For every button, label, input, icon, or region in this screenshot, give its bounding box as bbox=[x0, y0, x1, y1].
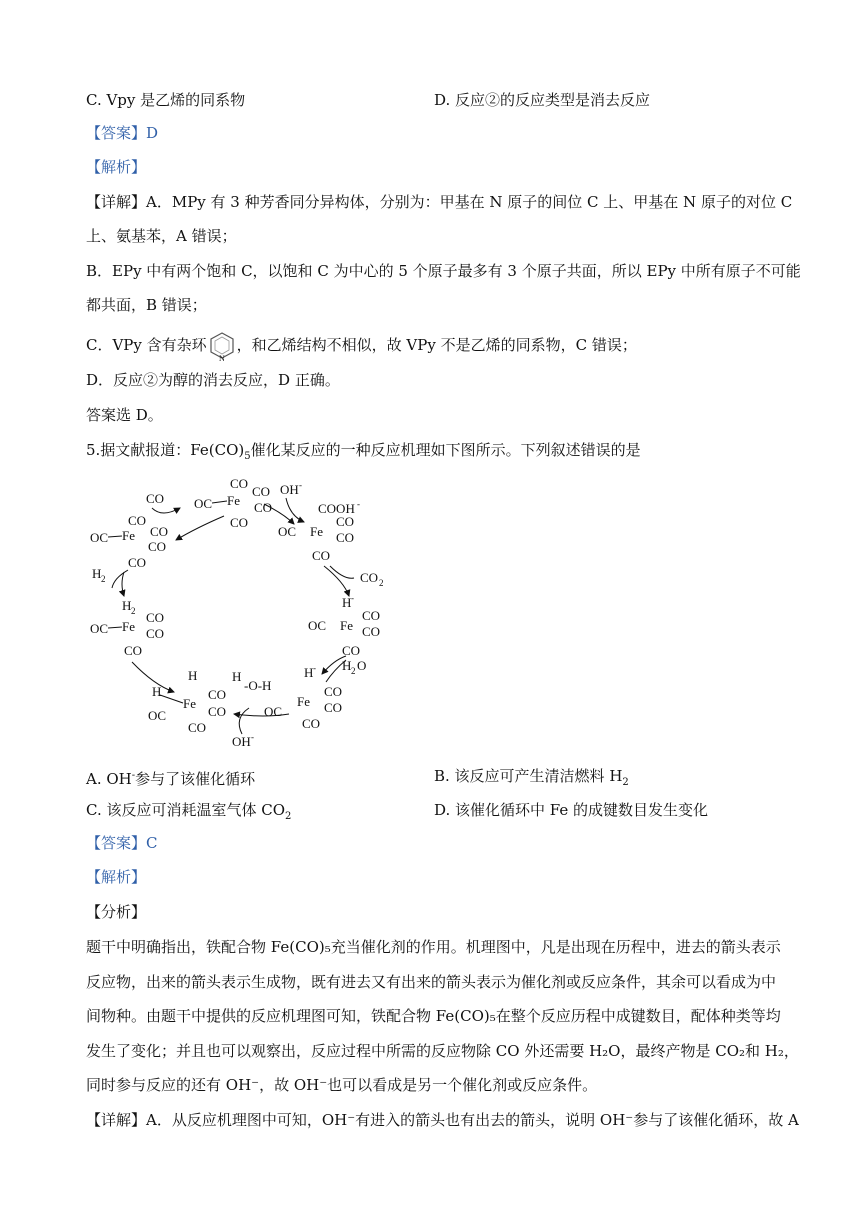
q5-stem bbox=[86, 440, 641, 467]
svg-text:H: H bbox=[188, 668, 198, 683]
q4-detail-c-post: ，和乙烯结构不相似，故 VPy 不是乙烯的同系物，C 错误； bbox=[236, 336, 637, 354]
q5-option-a-pre: A. OH bbox=[86, 770, 132, 788]
svg-text:H: H bbox=[342, 658, 352, 673]
svg-text:N: N bbox=[218, 354, 225, 362]
q5-option-d: D. 该催化循环中 Fe 的成键数目发生变化 bbox=[434, 801, 709, 819]
q4-option-c: C. Vpy 是乙烯的同系物 bbox=[86, 91, 246, 109]
svg-text:OC: OC bbox=[278, 524, 297, 539]
svg-text:H: H bbox=[122, 598, 132, 613]
q4-detail-a-2: 上、氨基苯，A 错误； bbox=[86, 227, 237, 245]
q5-option-b-sub: 2 bbox=[622, 777, 629, 788]
q5-stem-sub: 5 bbox=[244, 451, 251, 462]
svg-text:CO: CO bbox=[148, 539, 167, 554]
svg-text:Fe: Fe bbox=[122, 528, 135, 543]
reaction-mechanism-diagram bbox=[84, 470, 404, 760]
q4-detail-b-2: 都共面，B 错误； bbox=[86, 296, 207, 314]
svg-text:Fe: Fe bbox=[227, 493, 240, 508]
svg-text:OC: OC bbox=[148, 708, 167, 723]
svg-text:CO: CO bbox=[150, 524, 169, 539]
svg-text:2: 2 bbox=[379, 578, 384, 588]
svg-text:OH: OH bbox=[280, 482, 299, 497]
answer-tag: 【答案】D bbox=[86, 124, 159, 142]
svg-text:OC: OC bbox=[90, 530, 109, 545]
q4-option-d: D. 反应②的反应类型是消去反应 bbox=[434, 91, 651, 109]
svg-text:CO: CO bbox=[230, 476, 249, 491]
svg-text:Fe: Fe bbox=[122, 619, 135, 634]
svg-text:-O-H: -O-H bbox=[244, 678, 272, 693]
svg-text:OH: OH bbox=[232, 734, 251, 749]
svg-text:-: - bbox=[357, 499, 360, 509]
svg-text:O: O bbox=[357, 658, 367, 673]
svg-text:-: - bbox=[299, 480, 302, 490]
q5-paragraph-4: 发生了变化；并且也可以观察出，反应过程中所需的反应物除 CO 外还需要 H₂O，最终产物是 CO₂和 H₂， bbox=[86, 1042, 799, 1060]
pyridine-ring-icon bbox=[207, 330, 237, 362]
svg-text:CO: CO bbox=[146, 610, 165, 625]
svg-text:2: 2 bbox=[351, 666, 356, 676]
q5-paragraph-1: 题干中明确指出，铁配合物 Fe(CO)₅充当催化剂的作用。机理图中，凡是出现在历程中，进去的箭头表示 bbox=[86, 938, 781, 956]
svg-text:CO: CO bbox=[128, 513, 147, 528]
svg-text:CO: CO bbox=[362, 624, 381, 639]
svg-text:OC: OC bbox=[308, 618, 327, 633]
q5-stem-post: 催化某反应的一种反应机理如下图所示。下列叙述错误的是 bbox=[250, 441, 641, 459]
q4-detail-d: D．反应②为醇的消去反应，D 正确。 bbox=[86, 371, 340, 389]
svg-text:CO: CO bbox=[146, 626, 165, 641]
svg-text:OC: OC bbox=[264, 704, 283, 719]
svg-text:CO: CO bbox=[146, 491, 165, 506]
svg-text:CO: CO bbox=[188, 720, 207, 735]
svg-text:CO: CO bbox=[254, 500, 273, 515]
svg-text:-: - bbox=[351, 593, 354, 603]
svg-text:2: 2 bbox=[101, 574, 106, 584]
svg-text:-: - bbox=[313, 663, 316, 673]
svg-text:CO: CO bbox=[252, 484, 271, 499]
q5-option-a-post: 参与了该催化循环 bbox=[135, 770, 256, 788]
svg-text:OC: OC bbox=[90, 621, 109, 636]
svg-text:H: H bbox=[232, 669, 242, 684]
q4-answer bbox=[86, 123, 158, 143]
svg-text:H: H bbox=[92, 566, 102, 581]
svg-text:CO: CO bbox=[362, 608, 381, 623]
q4-final: 答案选 D。 bbox=[86, 406, 163, 424]
svg-text:2: 2 bbox=[131, 606, 136, 616]
q4-detail-c-pre: C．VPy 含有杂环 bbox=[86, 336, 207, 354]
svg-text:H: H bbox=[342, 595, 352, 610]
svg-text:CO: CO bbox=[208, 687, 227, 702]
svg-text:H: H bbox=[152, 684, 162, 699]
q4-analysis-tag: 【解析】 bbox=[86, 158, 147, 176]
q5-answer-tag: 【答案】C bbox=[86, 834, 158, 852]
svg-text:CO: CO bbox=[336, 530, 355, 545]
svg-text:-: - bbox=[251, 732, 254, 742]
q5-option-a-sup: - bbox=[131, 770, 136, 781]
q5-paragraph-2: 反应物，出来的箭头表示生成物，既有进去又有出来的箭头表示为催化剂或反应条件，其余可以看成为中 bbox=[86, 973, 777, 991]
svg-text:CO: CO bbox=[124, 643, 143, 658]
q5-paragraph-3: 间物种。由题干中提供的反应机理图可知，铁配合物 Fe(CO)₅在整个反应历程中成键数目，配体种类等均 bbox=[86, 1007, 781, 1025]
q5-stem-pre: 5.据文献报道：Fe(CO) bbox=[86, 441, 245, 459]
q5-option-b-pre: B. 该反应可产生清洁燃料 H bbox=[434, 767, 623, 785]
svg-text:CO: CO bbox=[324, 684, 343, 699]
q4-detail-c bbox=[86, 330, 637, 362]
q5-paragraph-5: 同时参与反应的还有 OH⁻，故 OH⁻也可以看成是另一个催化剂或反应条件。 bbox=[86, 1076, 598, 1094]
svg-text:Fe: Fe bbox=[310, 524, 323, 539]
svg-text:COOH: COOH bbox=[318, 501, 355, 516]
svg-text:Fe: Fe bbox=[183, 696, 196, 711]
svg-text:CO: CO bbox=[312, 548, 331, 563]
svg-text:Fe: Fe bbox=[297, 694, 310, 709]
svg-text:CO: CO bbox=[302, 716, 321, 731]
svg-text:CO: CO bbox=[324, 700, 343, 715]
q5-option-c-pre: C. 该反应可消耗温室气体 CO bbox=[86, 801, 286, 819]
q5-option-c-sub: 2 bbox=[285, 811, 292, 822]
svg-text:OC: OC bbox=[194, 496, 213, 511]
svg-text:CO: CO bbox=[208, 704, 227, 719]
svg-text:H: H bbox=[304, 665, 314, 680]
q4-detail-a-1: 【详解】A．MPy 有 3 种芳香同分异构体，分别为：甲基在 N 原子的间位 C 上、甲基在 N 原子的对位 C bbox=[86, 193, 793, 211]
svg-text:CO: CO bbox=[360, 570, 379, 585]
svg-text:CO: CO bbox=[336, 514, 355, 529]
svg-text:Fe: Fe bbox=[340, 618, 353, 633]
q5-option-c bbox=[86, 800, 291, 827]
q5-analysis-tag: 【解析】 bbox=[86, 868, 147, 886]
q5-paragraph-6: 【详解】A．从反应机理图中可知，OH⁻有进入的箭头也有出去的箭头，说明 OH⁻参与了该催化循环，故 A bbox=[86, 1111, 799, 1129]
q5-option-b bbox=[434, 766, 629, 793]
svg-text:CO: CO bbox=[128, 555, 147, 570]
q4-detail-b-1: B．EPy 中有两个饱和 C，以饱和 C 为中心的 5 个原子最多有 3 个原子共面，所以 EPy 中所有原子不可能 bbox=[86, 262, 801, 280]
q5-fenxi-tag: 【分析】 bbox=[86, 903, 147, 921]
svg-text:CO: CO bbox=[342, 643, 361, 658]
q5-option-a bbox=[86, 766, 255, 789]
svg-text:CO: CO bbox=[230, 515, 249, 530]
